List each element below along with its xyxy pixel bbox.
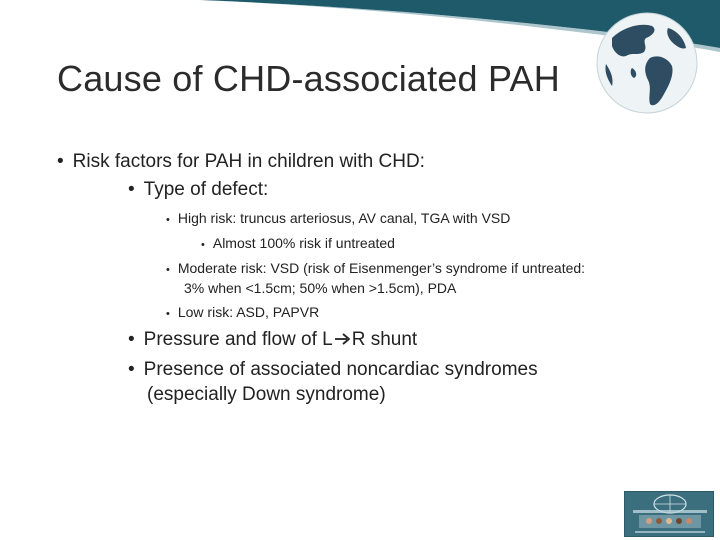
bullet-marker: • (128, 329, 135, 350)
bullet-item-type-of-defect (128, 179, 268, 201)
bullet-text: Risk factors for PAH in children with CHD: (72, 151, 425, 172)
bullet-item-presence-continued (147, 384, 386, 406)
bullet-text: Type of defect: (143, 179, 269, 200)
right-arrow-icon (334, 332, 351, 346)
bullet-marker: • (57, 151, 64, 172)
organization-logo (624, 491, 714, 537)
bullet-item-low-risk (166, 304, 319, 320)
bullet-text: 3% when <1.5cm; 50% when >1.5cm), PDA (184, 280, 457, 296)
slide-title: Cause of CHD-associated PAH (57, 58, 560, 99)
bullet-marker: • (166, 308, 170, 320)
bullet-marker: • (128, 359, 135, 380)
bullet-text: Moderate risk: VSD (risk of Eisenmenger’s syndrome if untreated: (177, 260, 586, 276)
bullet-marker: • (201, 239, 205, 251)
bullet-item-moderate-risk-continued (184, 280, 456, 296)
bullet-item-almost-100 (201, 235, 395, 251)
bullet-text: (especially Down syndrome) (147, 384, 386, 405)
bullet-text: Almost 100% risk if untreated (212, 235, 395, 251)
bullet-text: Low risk: ASD, PAPVR (177, 304, 320, 320)
bullet-item-risk-factors (57, 151, 425, 173)
bullet-item-moderate-risk (166, 260, 585, 276)
bullet-marker: • (166, 214, 170, 226)
globe-organization-logo-icon (625, 492, 714, 537)
bullet-text: Pressure and flow of L (143, 329, 333, 350)
bullet-item-pressure-flow (128, 329, 417, 351)
bullet-marker: • (128, 179, 135, 200)
bullet-item-presence (128, 359, 538, 381)
bullet-text: High risk: truncus arteriosus, AV canal, TGA with VSD (177, 210, 511, 226)
bullet-text: R shunt (351, 329, 418, 350)
bullet-text: Presence of associated noncardiac syndromes (143, 359, 538, 380)
bullet-item-high-risk (166, 210, 510, 226)
bullet-marker: • (166, 264, 170, 276)
